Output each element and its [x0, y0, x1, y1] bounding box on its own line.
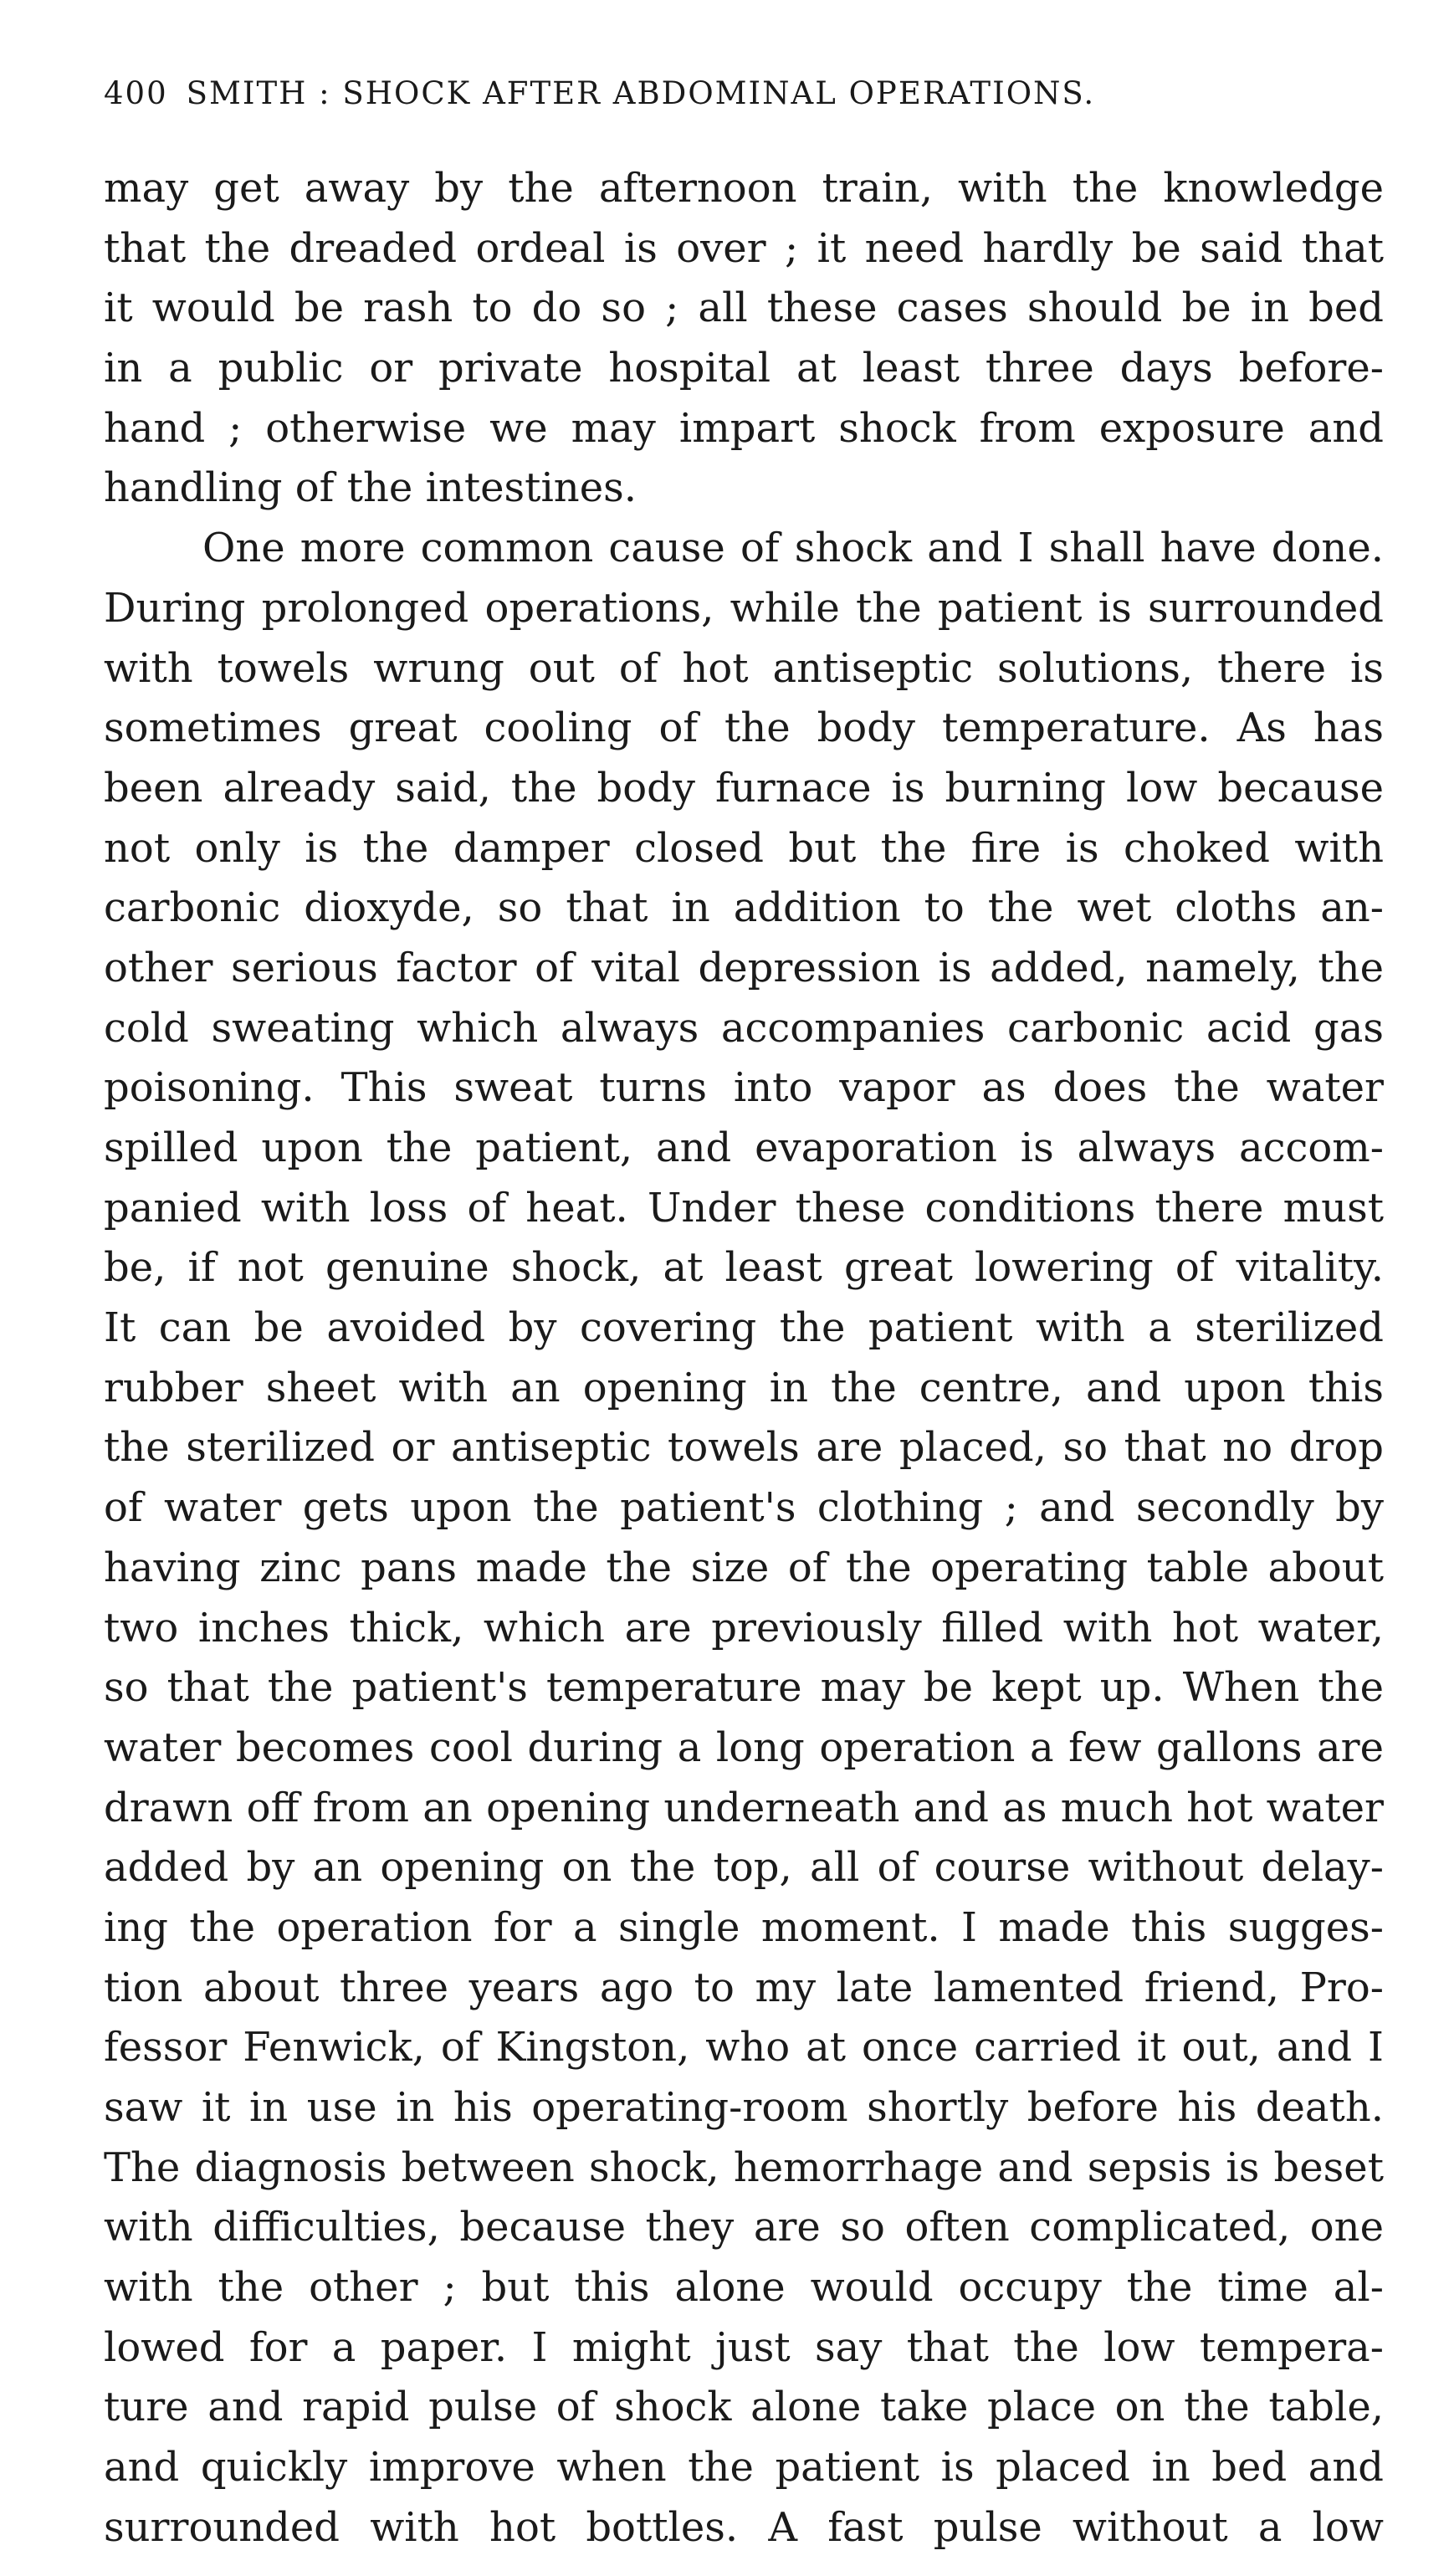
text-line-25: two inches thick, which are previously filled with hot water, — [104, 1604, 1384, 1652]
running-head — [104, 75, 1359, 111]
text-line-30: ing the operation for a single moment. I made this sugges- — [104, 1903, 1384, 1951]
text-line-31: tion about three years ago to my late lamented friend, Pro- — [104, 1964, 1384, 2011]
text-line-22: the sterilized or antiseptic towels are placed, so that no drop — [104, 1424, 1384, 1472]
text-line-10: sometimes great cooling of the body temperature. As has — [104, 704, 1384, 752]
running-title: SMITH : SHOCK AFTER ABDOMINAL OPERATIONS. — [186, 75, 1096, 111]
text-line-2: that the dreaded ordeal is over ; it need hardly be said that — [104, 224, 1384, 272]
text-line-6: handling of the intestines. — [104, 464, 637, 512]
text-line-5: hand ; otherwise we may impart shock from exposure and — [104, 404, 1384, 452]
text-line-16: poisoning. This sweat turns into vapor as does the water — [104, 1064, 1384, 1112]
text-line-3: it would be rash to do so ; all these cases should be in bed — [104, 284, 1384, 332]
text-line-19: be, if not genuine shock, at least great lowering of vitality. — [104, 1244, 1384, 1292]
text-line-12: not only is the damper closed but the fire is choked with — [104, 824, 1384, 872]
text-line-33: saw it in use in his operating-room shortly before his death. — [104, 2084, 1384, 2131]
text-line-35: with difficulties, because they are so often complicated, one — [104, 2204, 1384, 2251]
text-line-8: During prolonged operations, while the patient is surrounded — [104, 584, 1384, 632]
text-line-13: carbonic dioxyde, so that in addition to the wet cloths an- — [104, 884, 1384, 932]
body-text — [104, 159, 1384, 2558]
text-line-1: may get away by the afternoon train, with the knowledge — [104, 165, 1384, 212]
text-line-39: and quickly improve when the patient is placed in bed and — [104, 2444, 1384, 2491]
text-line-34: The diagnosis between shock, hemorrhage and sepsis is beset — [104, 2143, 1384, 2191]
text-line-14: other serious factor of vital depression is added, namely, the — [104, 944, 1384, 991]
text-line-40: surrounded with hot bottles. A fast pulse without a low — [104, 2503, 1384, 2551]
text-line-11: been already said, the body furnace is burning low because — [104, 764, 1384, 812]
text-line-36: with the other ; but this alone would occupy the time al- — [104, 2264, 1384, 2312]
text-line-15: cold sweating which always accompanies carbonic acid gas — [104, 1004, 1384, 1052]
text-line-29: added by an opening on the top, all of course without delay- — [104, 1844, 1384, 1892]
text-line-20: It can be avoided by covering the patient with a sterilized — [104, 1304, 1384, 1352]
text-line-23: of water gets upon the patient's clothing ; and secondly by — [104, 1484, 1384, 1532]
text-line-21: rubber sheet with an opening in the centre, and upon this — [104, 1364, 1384, 1411]
text-line-9: with towels wrung out of hot antiseptic solutions, there is — [104, 644, 1384, 692]
text-line-27: water becomes cool during a long operation a few gallons are — [104, 1723, 1384, 1771]
text-line-24: having zinc pans made the size of the operating table about — [104, 1544, 1384, 1591]
text-line-18: panied with loss of heat. Under these conditions there must — [104, 1184, 1384, 1232]
text-line-28: drawn off from an opening underneath and as much hot water — [104, 1784, 1384, 1831]
text-line-37: lowed for a paper. I might just say that the low tempera- — [104, 2323, 1384, 2371]
text-line-38: ture and rapid pulse of shock alone take place on the table, — [104, 2384, 1384, 2431]
text-line-17: spilled upon the patient, and evaporation is always accom- — [104, 1124, 1384, 1171]
text-line-26: so that the patient's temperature may be kept up. When the — [104, 1664, 1384, 1712]
text-line-4: in a public or private hospital at least three days before- — [104, 345, 1384, 392]
page-number: 400 — [104, 75, 168, 111]
text-line-32: fessor Fenwick, of Kingston, who at once carried it out, and I — [104, 2024, 1384, 2072]
text-line-7: One more common cause of shock and I shall have done. — [202, 525, 1384, 572]
